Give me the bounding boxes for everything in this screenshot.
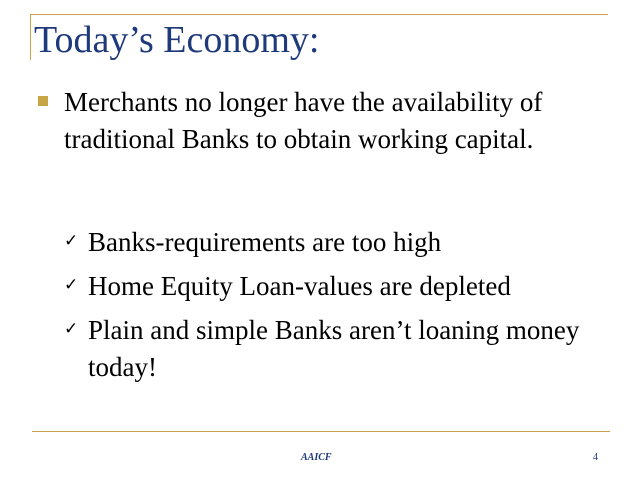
title-frame-top-rule	[30, 14, 608, 15]
check-item	[64, 268, 604, 308]
checkmark-icon: ✓	[64, 319, 79, 339]
checkmark-icon: ✓	[64, 231, 79, 251]
check-item-text: Banks-requirements are too high	[88, 227, 442, 257]
checkmark-icon: ✓	[64, 275, 79, 295]
slide-title: Today’s Economy:	[34, 19, 320, 61]
footer-org: AAICF	[301, 452, 332, 463]
title-frame-left-rule	[30, 14, 31, 60]
footer-rule	[32, 431, 610, 432]
check-item-text: Home Equity Loan-values are depleted	[88, 271, 511, 301]
check-item-text: Plain and simple Banks aren’t loaning money today!	[88, 315, 580, 382]
main-bullet-text: Merchants no longer have the availability of traditional Banks to obtain working capital.	[64, 87, 543, 154]
check-item	[64, 224, 604, 264]
check-item	[64, 312, 604, 382]
page-number: 4	[593, 452, 598, 463]
square-bullet-icon	[38, 96, 48, 106]
